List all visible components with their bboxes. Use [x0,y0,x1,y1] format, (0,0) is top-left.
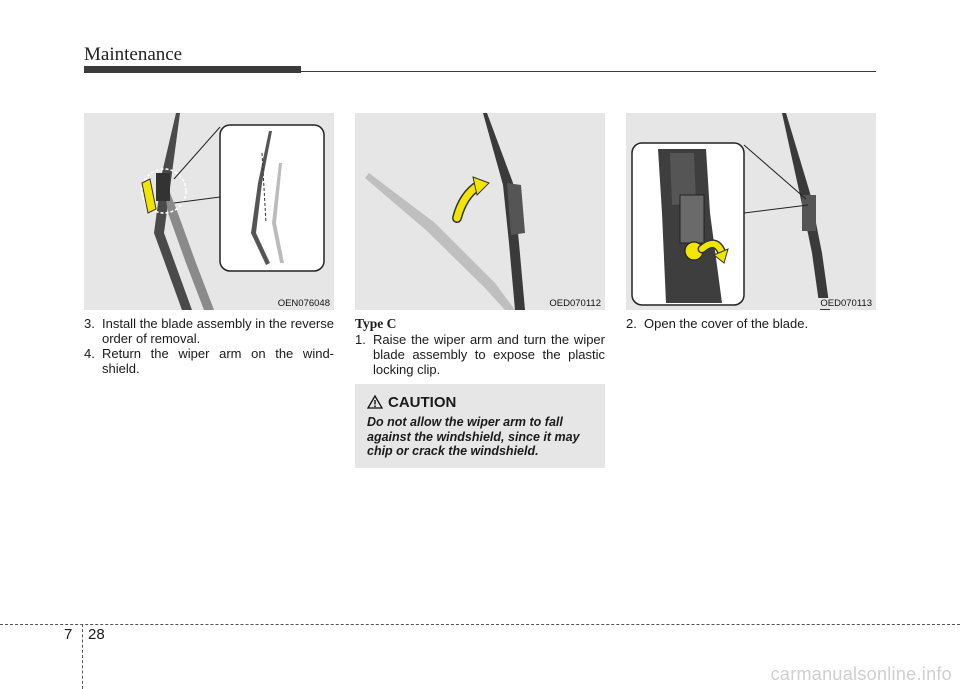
chapter-number: 7 [64,626,73,643]
column-3-text [626,316,876,331]
warning-triangle-icon [367,395,383,413]
wiper-illustration-1 [84,113,334,310]
figure-install-blade [84,113,334,310]
section-title: Maintenance [84,44,183,65]
figure-raise-arm [355,113,605,310]
page-number: 28 [88,626,105,643]
caution-heading: CAUTION [367,394,456,413]
figure-open-cover [626,113,876,310]
figure-code: OED070113 [820,298,872,309]
step-4: 4. Return the wiper arm on the wind-shield. [84,346,334,376]
footer-rule [0,624,960,625]
caution-text: Do not allow the wiper arm to fall against the windshield, since it may chip or crack the windshield. [367,415,580,458]
column-2-text [355,316,605,377]
column-1-text [84,316,334,376]
wiper-illustration-3 [626,113,876,310]
wiper-illustration-2 [355,113,605,310]
figure-code: OED070112 [549,298,601,309]
header-bar [84,66,301,73]
step-3: 3. Install the blade assembly in the reverse order of removal. [84,316,334,346]
step-2: 2. Open the cover of the blade. [626,316,809,331]
figure-code: OEN076048 [277,298,330,309]
type-label: Type C [355,316,397,331]
header-rule [301,71,876,72]
footer-divider [82,624,83,689]
step-1: 1. Raise the wiper arm and turn the wiper blade assembly to expose the plastic locking clip. [355,332,605,377]
caution-box [355,384,605,468]
watermark: carmanualsonline.info [770,664,952,684]
